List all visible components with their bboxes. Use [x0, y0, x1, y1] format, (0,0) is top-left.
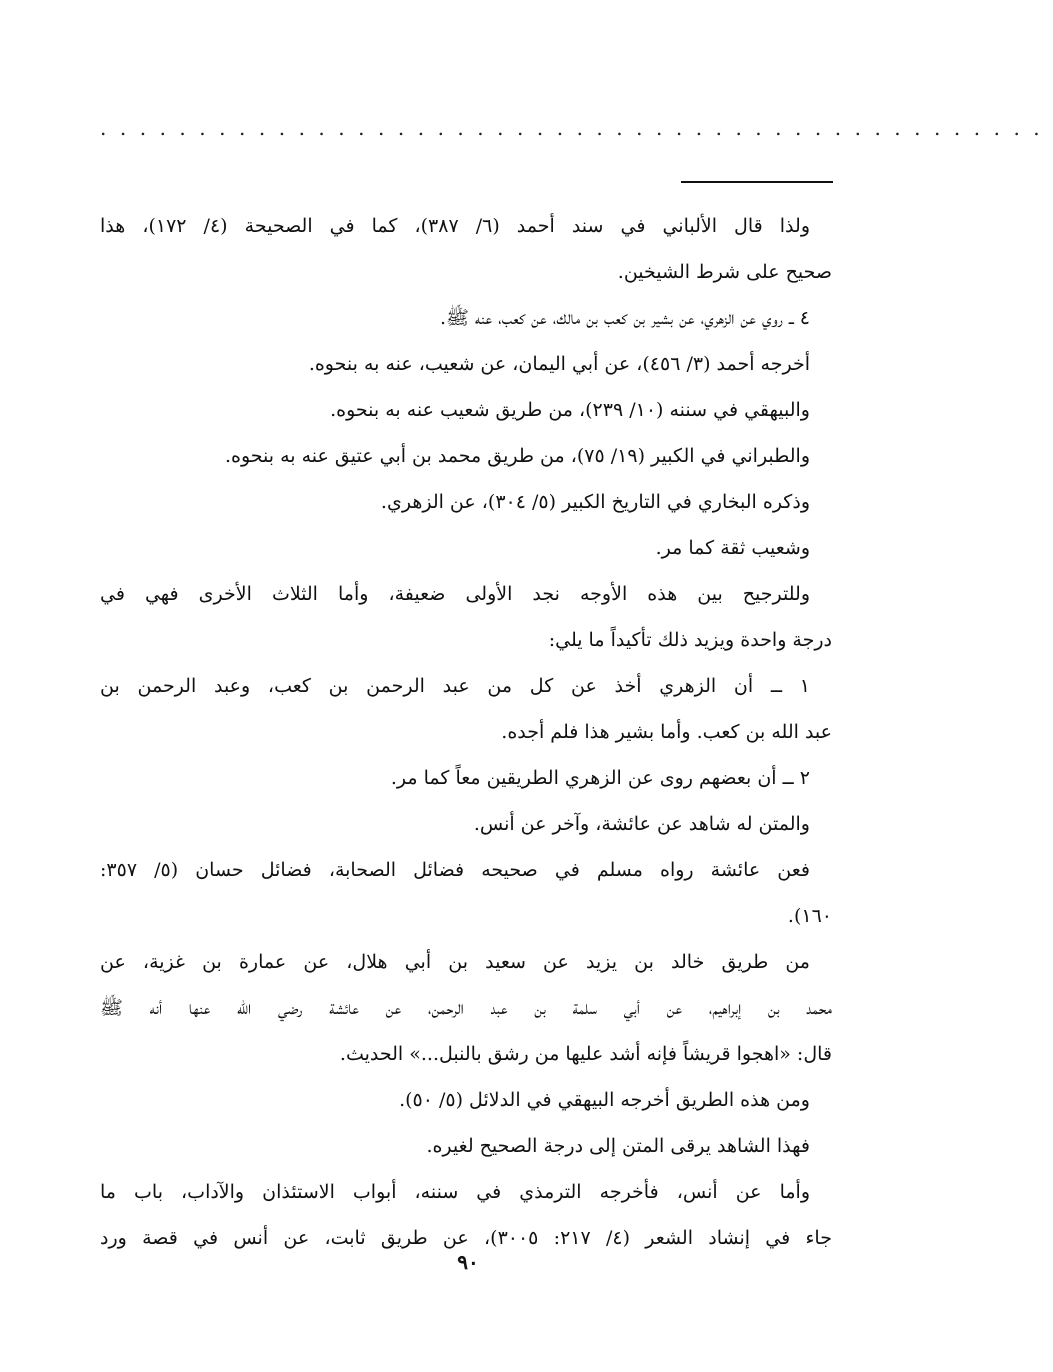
text-line: ٢ ــ أن بعضهم روى عن الزهري الطريقين معاً كما مر. — [390, 767, 810, 789]
text-line: ولذا قال الألباني في سند أحمد (٦/ ٣٨٧)، كما في الصحيحة (٤/ ١٧٢)، هذا — [100, 215, 810, 237]
text-line: عبد الله بن كعب. وأما بشير هذا فلم أجده. — [501, 721, 832, 743]
text-line: أخرجه أحمد (٣/ ٤٥٦)، عن أبي اليمان، عن شعيب، عنه به بنحوه. — [308, 353, 810, 375]
text-line: والطبراني في الكبير (١٩/ ٧٥)، من طريق محمد بن أبي عتيق عنه به بنحوه. — [224, 445, 810, 467]
text-line: من طريق خالد بن يزيد عن سعيد بن أبي هلال، عن عمارة بن غزية، عن — [100, 951, 810, 973]
text-line: والمتن له شاهد عن عائشة، وآخر عن أنس. — [473, 813, 810, 835]
dotted-separator: ................................................ — [100, 116, 1053, 140]
text-line: جاء في إنشاد الشعر (٤/ ٢١٧: ٣٠٠٥)، عن طريق ثابت، عن أنس في قصة ورد — [100, 1227, 832, 1249]
text-line: درجة واحدة ويزيد ذلك تأكيداً ما يلي: — [548, 629, 832, 651]
text-line: وذكره البخاري في التاريخ الكبير (٥/ ٣٠٤)، عن الزهري. — [380, 491, 810, 513]
text-line: ١٦٠). — [787, 905, 832, 927]
text-line: قال: «اهجوا قريشاً فإنه أشد عليها من رشق بالنبل...» الحديث. — [339, 1043, 832, 1065]
text-line: وللترجيح بين هذه الأوجه نجد الأولى ضعيفة، وأما الثلاث الأخرى فهي في — [100, 583, 810, 605]
text-line: والبيهقي في سننه (١٠/ ٢٣٩)، من طريق شعيب عنه به بنحوه. — [330, 399, 810, 421]
text-line: ومن هذه الطريق أخرجه البيهقي في الدلائل (٥/ ٥٠). — [399, 1089, 810, 1111]
footnote-rule — [681, 181, 833, 183]
text-line: ٤ ــ روي عن الزهري، عن بشير بن كعب بن مالك، عن كعب، عنه ﷺ. — [439, 307, 810, 329]
text-line: وشعيب ثقة كما مر. — [655, 537, 810, 559]
text-line: فهذا الشاهد يرقى المتن إلى درجة الصحيح لغيره. — [426, 1135, 810, 1157]
text-line: ١ ــ أن الزهري أخذ عن كل من عبد الرحمن بن كعب، وعبد الرحمن بن — [100, 675, 810, 697]
page-body-text — [100, 203, 832, 1261]
text-line: فعن عائشة رواه مسلم في صحيحه فضائل الصحابة، فضائل حسان (٥/ ٣٥٧: — [100, 859, 810, 881]
page-number: ٩٠ — [457, 1250, 479, 1274]
text-line: صحيح على شرط الشيخين. — [617, 261, 832, 283]
text-line: محمد بن إبراهيم، عن أبي سلمة بن عبد الرحمن، عن عائشة رضي الله عنها أنه ﷺ — [100, 997, 832, 1019]
text-line: وأما عن أنس، فأخرجه الترمذي في سننه، أبواب الاستئذان والآداب، باب ما — [100, 1181, 810, 1203]
